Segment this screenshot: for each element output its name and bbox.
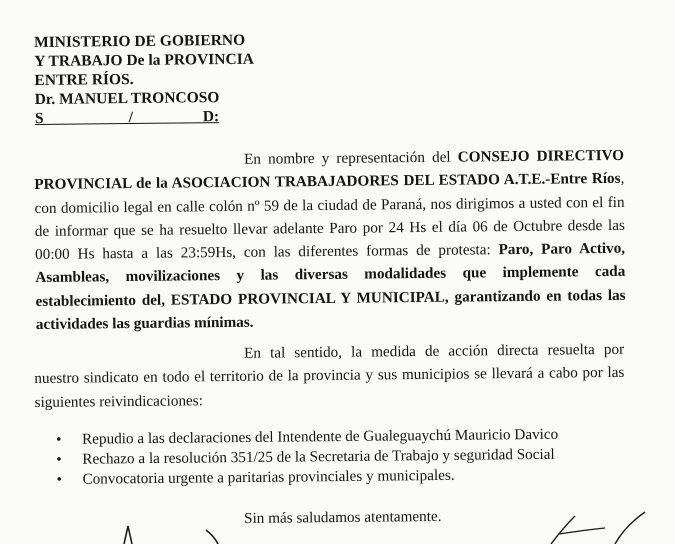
bullet-icon: • xyxy=(56,430,62,448)
salutation-line: S / D: xyxy=(34,108,220,127)
closing-line: Sin más saludamos atentamente. xyxy=(244,507,442,527)
demands-list xyxy=(56,425,559,490)
paragraph-1-bold-a: CONSEJO DIRECTIVO PROVINCIAL de la ASOCIACION TRABAJADORES DEL ESTADO A.T.E.-Entre Ríos xyxy=(34,146,625,194)
addressee-block xyxy=(34,31,255,128)
addressee-line-4: Dr. MANUEL TRONCOSO xyxy=(34,89,220,108)
paragraph-indent xyxy=(34,358,244,360)
list-item-text: Convocatoria urgente a paritarias provinciales y municipales. xyxy=(82,466,455,488)
right-signature-mark xyxy=(545,508,655,544)
bullet-icon: • xyxy=(56,470,62,488)
addressee-line-1: MINISTERIO DE GOBIERNO xyxy=(34,31,246,51)
list-item-text: Repudio a las declaraciones del Intendente de Gualeguaychú Mauricio Davico xyxy=(82,425,559,448)
addressee-line-2: Y TRABAJO De la PROVINCIA xyxy=(34,50,254,70)
addressee-line-3: ENTRE RÍOS. xyxy=(34,70,134,89)
paragraph-2 xyxy=(34,338,625,414)
paragraph-1-bold-b: Paro, Paro Activo, Asambleas, movilizaciones y las diversas modalidades que implemente cada establecimiento del, ESTADO PROVINCIAL Y MUNICIPAL, garantizando en todas las actividades las guardias mínimas. xyxy=(35,240,626,334)
paragraph-1 xyxy=(34,144,626,337)
left-signature-mark xyxy=(110,520,240,544)
bullet-icon: • xyxy=(56,450,62,468)
paragraph-indent xyxy=(34,164,244,166)
paragraph-1-text-a: En nombre y representación del xyxy=(244,148,458,168)
list-item-text: Rechazo a la resolución 351/25 de la Secretaria de Trabajo y seguridad Social xyxy=(82,445,555,468)
list-item xyxy=(56,465,558,490)
paragraph-2-text: En tal sentido, la medida de acción directa resuelta por nuestro sindicato en todo el territorio de la provincia y sus municipios se llevará a cabo por las siguientes reivindicaciones: xyxy=(34,340,625,411)
paragraph-1-text-b: , con domicilio legal en calle colón nº 59 de la ciudad de Paraná, nos dirigimos a usted con el fin de informar que se ha resuelto llevar adelante Paro por 24 Hs el día 06 de Octubre desde las 00:00 Hs hasta a las 23:59Hs, con las diferentes formas de protesta: xyxy=(34,170,625,264)
